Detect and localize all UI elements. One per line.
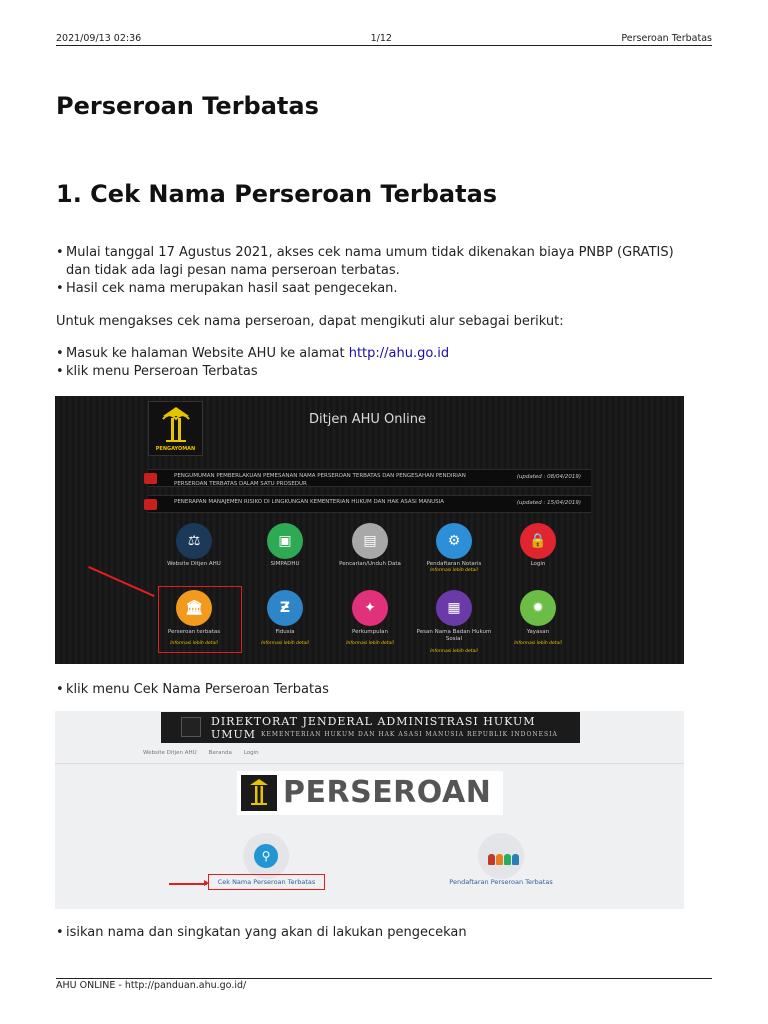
- list-item: • klik menu Perseroan Terbatas: [56, 363, 698, 381]
- header-page-number: 1/12: [370, 32, 392, 44]
- list-item: [56, 345, 698, 363]
- announcement-date: (updated : 08/04/2019): [516, 474, 581, 480]
- ditjen-banner: [161, 712, 580, 743]
- header-datetime: 2021/09/13 02:36: [56, 32, 142, 44]
- service-label[interactable]: SIMPADHU: [270, 561, 300, 567]
- service-icon[interactable]: ⚙: [436, 523, 472, 559]
- service-icon[interactable]: ▣: [267, 523, 303, 559]
- service-label[interactable]: Pencarian/Unduh Data: [339, 561, 401, 567]
- footer-rule: [56, 978, 712, 979]
- highlight-box: [208, 874, 325, 890]
- service-icon[interactable]: 🔒: [520, 523, 556, 559]
- service-label[interactable]: Pendaftaran Notaris: [426, 561, 482, 567]
- service-label[interactable]: Yayasan: [526, 629, 550, 635]
- pendaftaran-link[interactable]: Pendaftaran Perseroan Terbatas: [449, 878, 553, 886]
- ahu-online-screenshot: [55, 396, 684, 664]
- service-detail-link[interactable]: Informasi lebih detail: [170, 641, 218, 646]
- service-icon[interactable]: Ƶ: [267, 590, 303, 626]
- banner-title: DIREKTORAT JENDERAL ADMINISTRASI HUKUM UMUM: [211, 715, 536, 741]
- perseroan-wordmark: PERSEROAN: [283, 775, 492, 810]
- service-icon[interactable]: ⚖: [176, 523, 212, 559]
- pengayoman-logo: [148, 401, 203, 456]
- divider: [55, 763, 684, 764]
- tree-emblem-icon: [149, 402, 204, 446]
- service-icon[interactable]: ✦: [352, 590, 388, 626]
- breadcrumb: [143, 750, 259, 756]
- service-icon[interactable]: ▤: [352, 523, 388, 559]
- list-item: • klik menu Cek Nama Perseroan Terbatas: [56, 681, 698, 699]
- emblem-icon: [241, 775, 277, 811]
- service-label[interactable]: Fidusia: [275, 629, 295, 635]
- megaphone-icon: [144, 473, 157, 484]
- banner-emblem-icon: [181, 717, 201, 737]
- list-item: • Mulai tanggal 17 Agustus 2021, akses cek nama umum tidak dikenakan biaya PNBP (GRATIS) dan tidak ada lagi pesan nama perseroan terbatas.: [56, 244, 698, 280]
- info-bullets: [56, 244, 698, 298]
- service-label[interactable]: Perkumpulan: [352, 629, 388, 635]
- intro-paragraph: Untuk mengakses cek nama perseroan, dapat mengikuti alur sebagai berikut:: [56, 314, 564, 329]
- service-label[interactable]: Website Ditjen AHU: [167, 561, 221, 567]
- pointer-arrow: [88, 566, 155, 597]
- highlight-box: [158, 586, 242, 653]
- service-detail-link[interactable]: Informasi lebih detail: [430, 649, 478, 654]
- header-rule: [56, 45, 712, 46]
- service-label[interactable]: Pesan Nama Badan Hukum Sosial: [416, 629, 492, 642]
- perseroan-logo: [237, 771, 503, 815]
- section-heading: 1. Cek Nama Perseroan Terbatas: [56, 180, 498, 208]
- search-icon[interactable]: ⚲: [254, 844, 278, 868]
- service-label[interactable]: Login: [530, 561, 546, 567]
- logo-caption: PENGAYOMAN: [155, 446, 196, 452]
- announcement-row[interactable]: [148, 469, 591, 487]
- service-detail-link[interactable]: Informasi lebih detail: [514, 641, 562, 646]
- people-icon[interactable]: [488, 854, 519, 865]
- page-header: [56, 31, 712, 45]
- service-icon[interactable]: ▦: [436, 590, 472, 626]
- list-item: • isikan nama dan singkatan yang akan di lakukan pengecekan: [56, 924, 698, 942]
- announcement-text: PENERAPAN MANAJEMEN RISIKO DI LINGKUNGAN KEMENTERIAN HUKUM DAN HAK ASASI MANUSIA: [174, 499, 444, 505]
- steps-list-c: [56, 924, 698, 942]
- steps-list-a: [56, 345, 698, 381]
- page-title: Perseroan Terbatas: [56, 92, 319, 120]
- announcement-date: (updated : 15/04/2019): [516, 500, 581, 506]
- cek-nama-link[interactable]: Cek Nama Perseroan Terbatas: [217, 878, 316, 886]
- visit-text: Masuk ke halaman Website AHU ke alamat: [66, 346, 349, 361]
- list-item: • Hasil cek nama merupakan hasil saat pengecekan.: [56, 280, 698, 298]
- nav-link-website[interactable]: Website Ditjen AHU: [143, 750, 197, 756]
- announcement-row[interactable]: [148, 495, 591, 513]
- service-icon[interactable]: ✹: [520, 590, 556, 626]
- steps-list-b: [56, 681, 698, 699]
- announcement-text: PENGUMUMAN PEMBERLAKUAN PEMESANAN NAMA PERSEROAN TERBATAS DAN PENGESAHAN PENDIRIAN PERSEROAN TERBATAS DALAM SATU PROSEDUR: [174, 473, 466, 487]
- perseroan-screenshot: [55, 711, 684, 909]
- service-detail-link[interactable]: Informasi lebih detail: [430, 568, 478, 573]
- service-icon[interactable]: 🏛: [176, 590, 212, 626]
- service-label[interactable]: Perseroan terbatas: [167, 629, 221, 635]
- pointer-arrow: [169, 883, 207, 885]
- portal-title: Ditjen AHU Online: [309, 412, 426, 427]
- nav-link-beranda[interactable]: Beranda: [208, 750, 232, 756]
- nav-link-login[interactable]: Login: [243, 750, 259, 756]
- page-footer: AHU ONLINE - http://panduan.ahu.go.id/: [56, 980, 247, 991]
- banner-subtitle: KEMENTERIAN HUKUM DAN HAK ASASI MANUSIA REPUBLIK INDONESIA: [261, 731, 558, 738]
- service-detail-link[interactable]: Informasi lebih detail: [261, 641, 309, 646]
- header-doc-title: Perseroan Terbatas: [621, 32, 712, 44]
- ahu-link[interactable]: http://ahu.go.id: [348, 346, 450, 361]
- service-detail-link[interactable]: Informasi lebih detail: [346, 641, 394, 646]
- megaphone-icon: [144, 499, 157, 510]
